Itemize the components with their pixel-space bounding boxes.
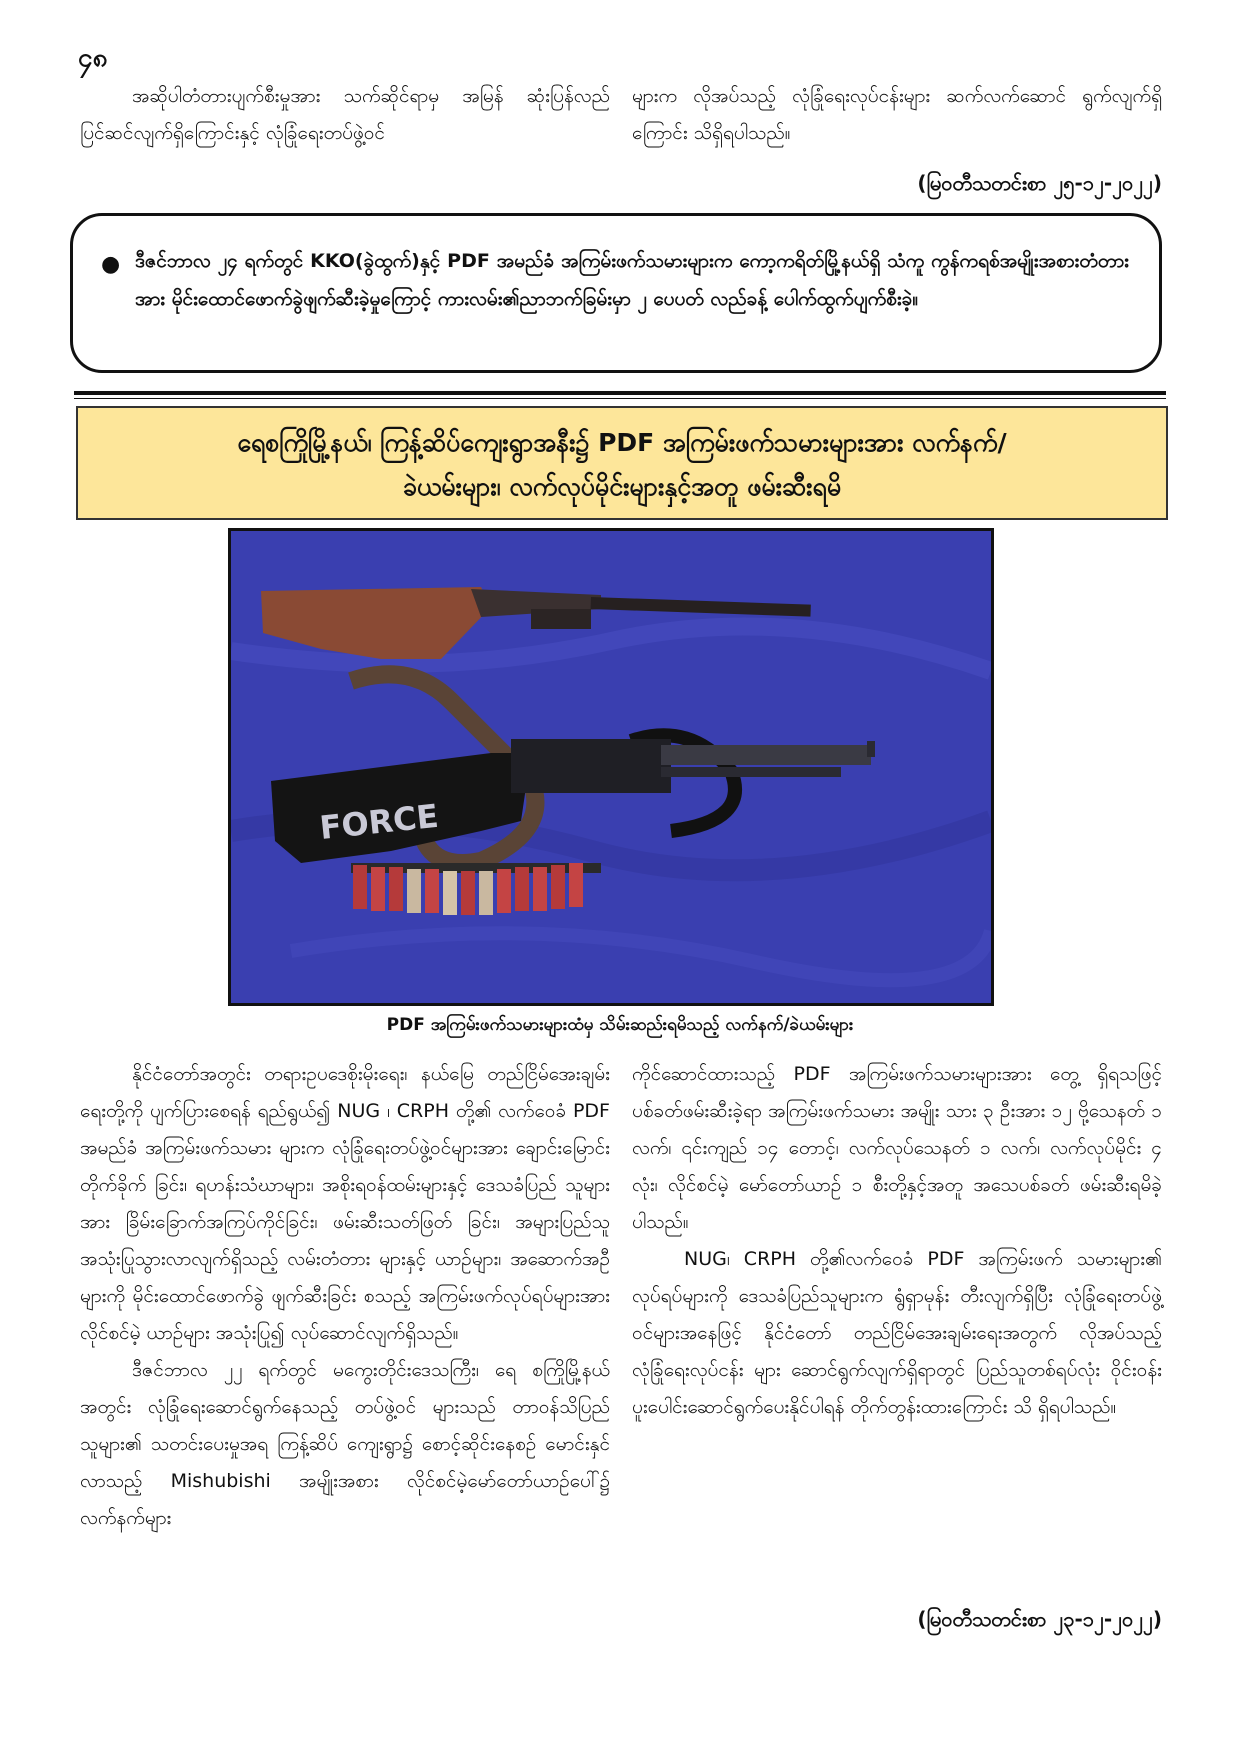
top-left-paragraph: အဆိုပါတံတားပျက်စီးမှုအား သက်ဆိုင်ရာမှ အမြန် ဆုံးပြန်လည်ပြင်ဆင်လျက်ရှိကြောင်းနှင့် လုံခြုံရေးတပ်ဖွဲ့ဝင် xyxy=(80,85,610,144)
section-divider-thin xyxy=(74,398,1166,399)
body-right-column xyxy=(632,1056,1162,1426)
top-left-column xyxy=(80,78,610,152)
seized-weapons-photo xyxy=(228,528,994,1006)
top-source-citation: (မြဝတီသတင်းစာ ၂၅-၁၂-၂၀၂၂) xyxy=(917,171,1162,195)
article-headline xyxy=(76,406,1168,520)
bottom-source-citation: (မြဝတီသတင်းစာ ၂၃-၁၂-၂၀၂၂) xyxy=(917,1607,1162,1631)
photo-caption: PDF အကြမ်းဖက်သမားများထံမှ သိမ်းဆည်းရမိသည့် လက်နက်/ခဲယမ်းများ xyxy=(386,1015,854,1035)
section-divider-thick xyxy=(74,391,1166,395)
body-left-column xyxy=(80,1056,610,1537)
news-brief-text: ဒီဇင်ဘာလ ၂၄ ရက်တွင် KKO(ခွဲထွက်)နှင့် PDF အမည်ခံ အကြမ်းဖက်သမားများက ကော့ကရိတ်မြို့နယ်ရှိ သံကူ ကွန်ကရစ်အမျိုးအစားတံတားအား မိုင်းထောင်ဖောက်ခွဲဖျက်ဆီးခဲ့မှုကြောင့် ကားလမ်း၏ညာဘက်ခြမ်းမှာ ၂ ပေပတ် လည်ခန့် ပေါက်ထွက်ပျက်စီးခဲ့။ xyxy=(135,250,1129,310)
weapons-illustration xyxy=(231,531,991,1003)
body-right-paragraph-2: NUG၊ CRPH တို့၏လက်ဝေခံ PDF အကြမ်းဖက် သမားများ၏ လုပ်ရပ်များကို ဒေသခံပြည်သူများက ရွံရှာမုန်း တီးလျက်ရှိပြီး လုံခြုံရေးတပ်ဖွဲ့ဝင်များအနေဖြင့် နိုင်ငံတော် တည်ငြိမ်အေးချမ်းရေးအတွက် လိုအပ်သည့်လုံခြုံရေးလုပ်ငန်း များ ဆောင်ရွက်လျက်ရှိရာတွင် ပြည်သူတစ်ရပ်လုံး ဝိုင်းဝန်း ပူးပေါင်းဆောင်ရွက်ပေးနိုင်ပါရန် တိုက်တွန်းထားကြောင်း သိ ရှိရပါသည်။ xyxy=(632,1248,1162,1418)
headline-line-1: ရေစကြိုမြို့နယ်၊ ကြန့်ဆိပ်ကျေးရွာအနီး၌ PDF အကြမ်းဖက်သမားများအား လက်နက်/ xyxy=(237,428,1007,457)
headline-line-2: ခဲယမ်းများ၊ လက်လုပ်မိုင်းများနှင့်အတူ ဖမ်းဆီးရမိ xyxy=(402,472,842,501)
body-left-paragraph-2: ဒီဇင်ဘာလ ၂၂ ရက်တွင် မကွေးတိုင်းဒေသကြီး၊ ရေ စကြိုမြို့နယ်အတွင်း လုံခြုံရေးဆောင်ရွက်နေသည့် တပ်ဖွဲ့ဝင် များသည် တာဝန်သိပြည်သူများ၏ သတင်းပေးမှုအရ ကြန့်ဆိပ် ကျေးရွာ၌ စောင့်ဆိုင်းနေစဉ် မောင်းနှင်လာသည့် Mishubishi အမျိုးအစား လိုင်စင်မဲ့မော်တော်ယာဉ်ပေါ်၌ လက်နက်များ xyxy=(80,1359,610,1529)
bullet-icon: ● xyxy=(101,252,121,277)
page-number: ၄၈ xyxy=(78,43,108,73)
top-right-column xyxy=(632,78,1162,152)
stock-lettering: FORCE xyxy=(317,796,441,847)
top-right-paragraph: များက လိုအပ်သည့် လုံခြုံရေးလုပ်ငန်းများ ဆက်လက်ဆောင် ရွက်လျက်ရှိကြောင်း သိရှိရပါသည်။ xyxy=(632,85,1162,144)
news-brief-box xyxy=(70,213,1162,373)
body-right-paragraph-1: ကိုင်ဆောင်ထားသည့် PDF အကြမ်းဖက်သမားများအား တွေ့ ရှိရသဖြင့် ပစ်ခတ်ဖမ်းဆီးခဲ့ရာ အကြမ်းဖက်သမား အမျိုး သား ၃ ဦးအား ၁၂ ဗို့သေနတ် ၁ လက်၊ ၎င်းကျည် ၁၄ တောင့်၊ လက်လုပ်သေနတ် ၁ လက်၊ လက်လုပ်မိုင်း ၄ လုံး၊ လိုင်စင်မဲ့ မော်တော်ယာဉ် ၁ စီးတို့နှင့်အတူ အသေပစ်ခတ် ဖမ်းဆီးရမိခဲ့ ပါသည်။ xyxy=(632,1063,1162,1233)
body-left-paragraph-1: နိုင်ငံတော်အတွင်း တရားဥပဒေစိုးမိုးရေး၊ နယ်မြေ တည်ငြိမ်အေးချမ်းရေးတို့ကို ပျက်ပြားစေရန် ရည်ရွယ်၍ NUG ၊ CRPH တို့၏ လက်ဝေခံ PDF အမည်ခံ အကြမ်းဖက်သမား များက လုံခြုံရေးတပ်ဖွဲ့ဝင်များအား ချောင်းမြောင်းတိုက်ခိုက် ခြင်း၊ ရဟန်းသံဃာများ၊ အစိုးရဝန်ထမ်းများနှင့် ဒေသခံပြည် သူများအား ခြိမ်းခြောက်အကြပ်ကိုင်ခြင်း၊ ဖမ်းဆီးသတ်ဖြတ် ခြင်း၊ အများပြည်သူအသုံးပြုသွားလာလျက်ရှိသည့် လမ်းတံတား များနှင့် ယာဉ်များ၊ အဆောက်အဦများကို မိုင်းထောင်ဖောက်ခွဲ ဖျက်ဆီးခြင်း စသည့် အကြမ်းဖက်လုပ်ရပ်များအား လိုင်စင်မဲ့ ယာဉ်များ အသုံးပြု၍ လုပ်ဆောင်လျက်ရှိသည်။ xyxy=(80,1063,610,1344)
